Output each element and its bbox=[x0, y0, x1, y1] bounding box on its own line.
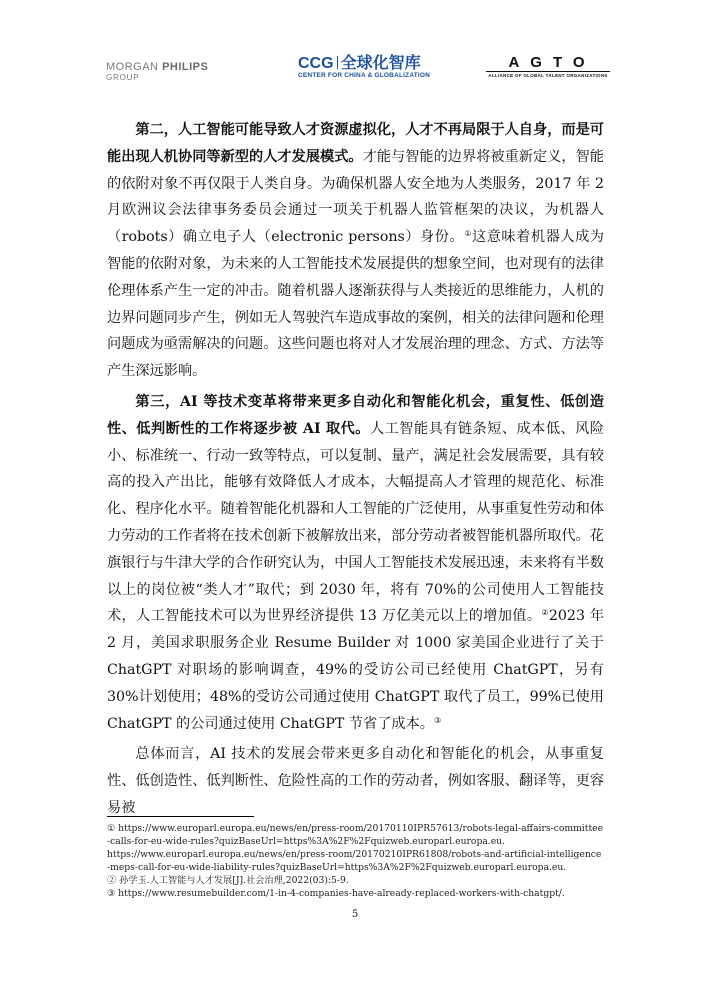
mp-word2: PHILIPS bbox=[162, 61, 209, 73]
para2-text-cont: 这意味着机器人成为智能的依附对象，为未来的人工智能技术发展提供的想象空间，也对现有的法律伦理体系产生一定的冲击。随着机器人逐渐获得与人类接近的思维能力，人机的边界问题同步产生，例如无人驾驶汽车造成事故的案例，相关的法律问题和伦理问题成为亟需解决的问题。这些问题也将对人才发展治理的理念、方式、方法等产生深远影响。 bbox=[107, 229, 604, 380]
ccg-logo bbox=[298, 55, 430, 80]
footnotes bbox=[107, 822, 604, 900]
footnote-ref-2: ② bbox=[541, 608, 549, 618]
morgan-philips-logo bbox=[106, 62, 208, 83]
page-number: 5 bbox=[351, 909, 359, 920]
agto-logo bbox=[486, 55, 610, 79]
footnote-2: ② 孙学玉.人工智能与人才发展[J].社会治理,2022(03):5-9. bbox=[107, 875, 349, 886]
paragraph-second bbox=[107, 117, 604, 385]
footnote-ref-1: ① bbox=[464, 229, 472, 239]
para2-text: 才能与智能的边界将被重新定义，智能的依附对象不再仅限于人类自身。为确保机器人安全地为人类服务，2017 年 2 月欧洲议会法律事务委员会通过一项关于机器人监管框架的决议，为机器人（robots）确立电子人（electronic persons）身份。 bbox=[107, 148, 604, 246]
footnote-1a: ① https://www.europarl.europa.eu/news/en/press-room/20170110IPR57613/robots-legal-affairs-committee-calls-for-eu-wide-rules?quizBaseUrl=https%3A%2F%2Fquizweb.europarl.europa.eu. bbox=[107, 823, 604, 847]
footnote-ref-3: ③ bbox=[433, 715, 442, 725]
main-text bbox=[107, 117, 604, 826]
summary-text: 总体而言，AI 技术的发展会带来更多自动化和智能化的机会，从事重复性、低创造性、低判断性、危险性高的工作的劳动者，例如客服、翻译等，更容易被 bbox=[107, 746, 604, 816]
para3-text: 人工智能具有链条短、成本低、风险小、标准统一、行动一致等特点，可以复制、量产，满足社会发展需要，具有较高的投入产出比，能够有效降低人才成本，大幅提高人才管理的规范化、标准化、程序化水平。随着智能化机器和人工智能的广泛使用，从事重复性劳动和体力劳动的工作者将在技术创新下被解放出来，部分劳动者被智能机器所取代。花旗银行与牛津大学的合作研究认为，中国人工智能技术发展迅速，未来将有半数以上的岗位被“类人才”取代；到 2030 年，将有 70%的公司使用人工智能技术，人工智能技术可以为世界经济提供 13 万亿美元以上的增加值。 bbox=[107, 420, 604, 625]
ccg-short: CCG bbox=[298, 55, 334, 72]
paragraph-summary bbox=[107, 741, 604, 821]
agto-short: AGTO bbox=[508, 54, 596, 71]
para2-heading: 第二，人工智能可能导致人才资源虚拟化，人才不再局限于人自身，而是可能出现人机协同等新型的人才发展模式。 bbox=[107, 122, 604, 165]
footnote-3: ③ https://www.resumebuilder.com/1-in-4-companies-have-already-replaced-workers-with-chatgpt/. bbox=[107, 888, 565, 899]
agto-full: ALLIANCE OF GLOBAL TALENT ORGANIZATIONS bbox=[486, 71, 610, 79]
ccg-english: CENTER FOR CHINA & GLOBALIZATION bbox=[298, 72, 431, 79]
page-header bbox=[0, 0, 710, 90]
paragraph-third bbox=[107, 389, 604, 737]
mp-group: GROUP bbox=[106, 73, 140, 82]
ccg-chinese: 全球化智库 bbox=[340, 55, 421, 72]
para3-text-cont: 2023 年 2 月，美国求职服务企业 Resume Builder 对 1000 家美国企业进行了关于 ChatGPT 对职场的影响调查，49%的受访公司已经使用 ChatGPT，另有 30%计划使用；48%的受访公司通过使用 ChatGPT 取代了员工，99%已使用 ChatGPT 的公司通过使用 ChatGPT 节省了成本。 bbox=[107, 608, 605, 732]
mp-word1: MORGAN bbox=[106, 61, 159, 73]
footnote-1b: https://www.europarl.europa.eu/news/en/press-room/20170210IPR61808/robots-and-artificial-intelligence-meps-call-for-eu-wide-liability-rules?quizBaseUrl=https%3A%2F%2Fquizweb.europarl.europa.eu. bbox=[107, 849, 602, 873]
para3-heading: 第三，AI 等技术变革将带来更多自动化和智能化机会，重复性、低创造性、低判断性的工作将逐步被 AI 取代。 bbox=[107, 393, 604, 437]
footnote-divider bbox=[107, 816, 254, 817]
